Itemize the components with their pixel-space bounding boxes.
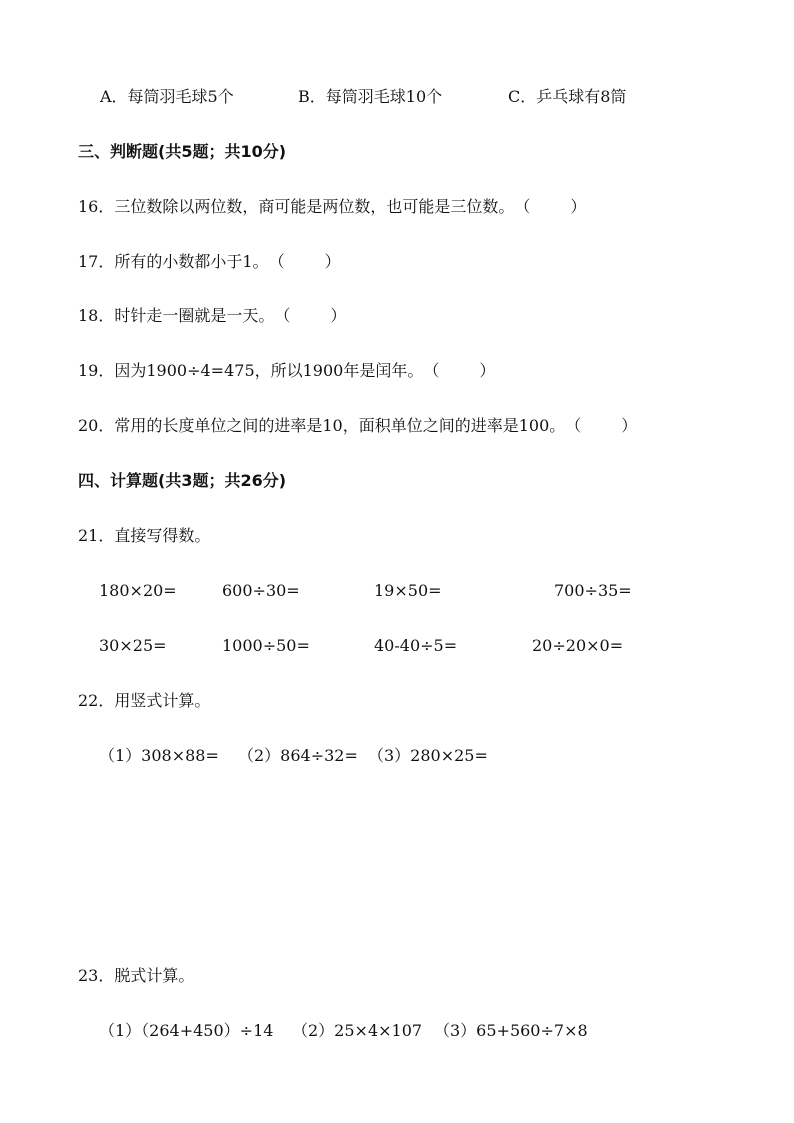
mental-math-item: 20÷20×0= — [532, 636, 624, 655]
question-number: 20． — [78, 416, 115, 435]
question-20 — [78, 415, 637, 437]
question-21: 21．直接写得数。 — [78, 526, 211, 545]
question-19 — [78, 360, 495, 382]
step-calc-item-2: （2）25×4×107 — [292, 1021, 423, 1040]
question-16 — [78, 196, 586, 218]
vertical-calc-item-3: （3）280×25= — [368, 746, 488, 765]
mental-math-item: 600÷30= — [222, 581, 300, 600]
vertical-calc-item-2: （2）864÷32= — [238, 746, 358, 765]
work-space[interactable] — [78, 780, 698, 950]
mental-math-item: 1000÷50= — [222, 636, 310, 655]
step-calc-item-1: （1）（264+450）÷14 — [99, 1021, 274, 1040]
vertical-calc-item-1: （1）308×88= — [99, 746, 219, 765]
answer-paren-close: ） — [570, 197, 587, 216]
answer-paren-close: ） — [324, 252, 341, 271]
question-number: 17． — [78, 252, 115, 271]
question-23: 23．脱式计算。 — [78, 966, 195, 985]
question-17 — [78, 251, 341, 273]
answer-paren-open: （ — [423, 361, 440, 380]
question-number: 18． — [78, 306, 115, 325]
mental-math-item: 40-40÷5= — [374, 636, 458, 655]
answer-paren-open: （ — [514, 197, 531, 216]
question-text: 时针走一圈就是一天。 — [114, 306, 275, 325]
answer-paren-open: （ — [565, 416, 582, 435]
question-number: 19． — [78, 361, 115, 380]
answer-paren-close: ） — [621, 416, 638, 435]
question-text: 三位数除以两位数，商可能是两位数，也可能是三位数。 — [114, 197, 515, 216]
mental-math-item: 30×25= — [99, 636, 167, 655]
section-4-heading: 四、计算题(共3题；共26分) — [78, 471, 287, 490]
answer-paren-open: （ — [274, 306, 291, 325]
mental-math-item: 19×50= — [374, 581, 442, 600]
section-3-heading: 三、判断题(共5题；共10分) — [78, 142, 287, 161]
question-text: 常用的长度单位之间的进率是10，面积单位之间的进率是100。 — [114, 416, 566, 435]
option-c: C．乒乓球有8筒 — [508, 87, 627, 106]
answer-paren-open: （ — [268, 252, 285, 271]
question-text: 因为1900÷4=475，所以1900年是闰年。 — [114, 361, 424, 380]
option-b: B．每筒羽毛球10个 — [298, 87, 443, 106]
answer-paren-close: ） — [479, 361, 496, 380]
mental-math-item: 180×20= — [99, 581, 177, 600]
option-a: A．每筒羽毛球5个 — [100, 87, 234, 106]
question-18 — [78, 305, 346, 327]
step-calc-item-3: （3）65+560÷7×8 — [434, 1021, 588, 1040]
question-text: 所有的小数都小于1。 — [114, 252, 269, 271]
answer-paren-close: ） — [330, 306, 347, 325]
question-22: 22．用竖式计算。 — [78, 691, 211, 710]
mental-math-item: 700÷35= — [554, 581, 632, 600]
question-number: 16． — [78, 197, 115, 216]
